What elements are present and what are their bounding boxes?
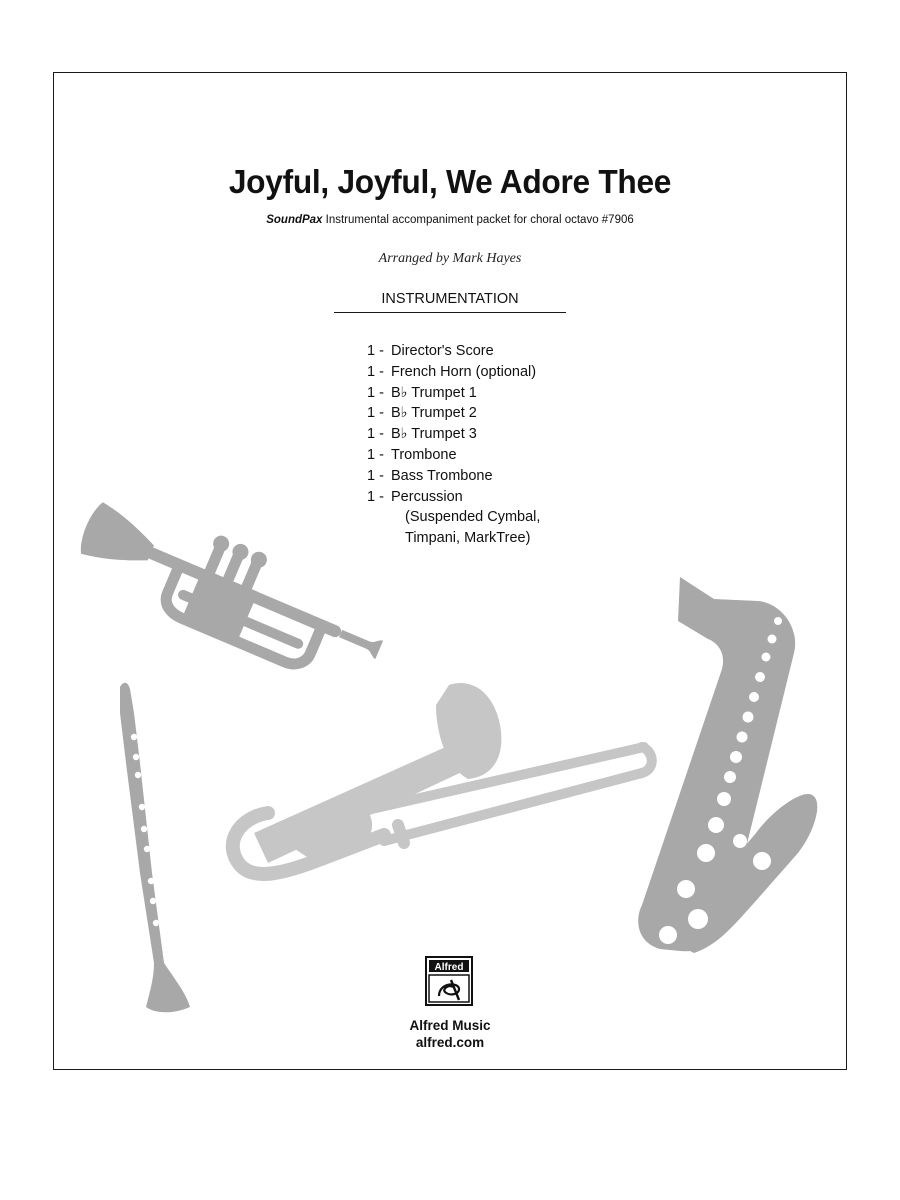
item-quantity: 1 - [367, 363, 384, 380]
item-quantity: 1 - [367, 488, 384, 505]
publisher-block [54, 1017, 846, 1051]
item-quantity: 1 - [367, 467, 384, 484]
trumpet-icon [68, 485, 397, 694]
publisher-url[interactable]: alfred.com [415, 1035, 485, 1050]
item-name: B♭ Trumpet 2 [391, 405, 477, 422]
trombone-icon [233, 683, 652, 874]
item-quantity: 1 - [367, 446, 384, 463]
list-item [367, 403, 540, 424]
item-quantity: 1 - [367, 343, 384, 359]
list-item [367, 341, 540, 362]
item-name: Trombone [391, 446, 457, 463]
item-name: B♭ Trumpet 1 [391, 384, 477, 401]
list-item [367, 424, 540, 445]
item-name: B♭ Trumpet 3 [391, 426, 477, 443]
publisher-name: Alfred Music [409, 1018, 491, 1033]
item-quantity: 1 - [367, 384, 384, 401]
item-name: Director's Score [391, 343, 494, 359]
svg-text:Alfred: Alfred [434, 962, 464, 973]
list-item [367, 383, 540, 404]
subtitle-brand: SoundPax [266, 214, 323, 226]
alfred-logo-icon [425, 956, 473, 1006]
clarinet-icon [120, 683, 190, 1013]
page-title: Joyful, Joyful, We Adore Thee [228, 163, 672, 200]
item-name: Bass Trombone [391, 467, 493, 484]
saxophone-icon [638, 577, 817, 953]
list-item [367, 487, 540, 508]
percussion-detail-line: (Suspended Cymbal, [405, 509, 541, 526]
subtitle-text: Instrumental accompaniment packet for choral octavo #7906 [322, 214, 634, 226]
item-name: Percussion [391, 488, 463, 505]
item-name: French Horn (optional) [391, 363, 537, 380]
list-item [367, 362, 540, 383]
instrumentation-list [367, 341, 540, 549]
subtitle [54, 214, 846, 226]
percussion-detail-line: Timpani, MarkTree) [405, 530, 531, 547]
cover-frame [53, 72, 847, 1070]
list-item [367, 445, 540, 466]
instrumentation-heading: INSTRUMENTATION [334, 291, 566, 313]
arranger-credit: Arranged by Mark Hayes [378, 251, 522, 266]
item-quantity: 1 - [367, 426, 384, 443]
item-quantity: 1 - [367, 405, 384, 422]
list-item [367, 466, 540, 487]
